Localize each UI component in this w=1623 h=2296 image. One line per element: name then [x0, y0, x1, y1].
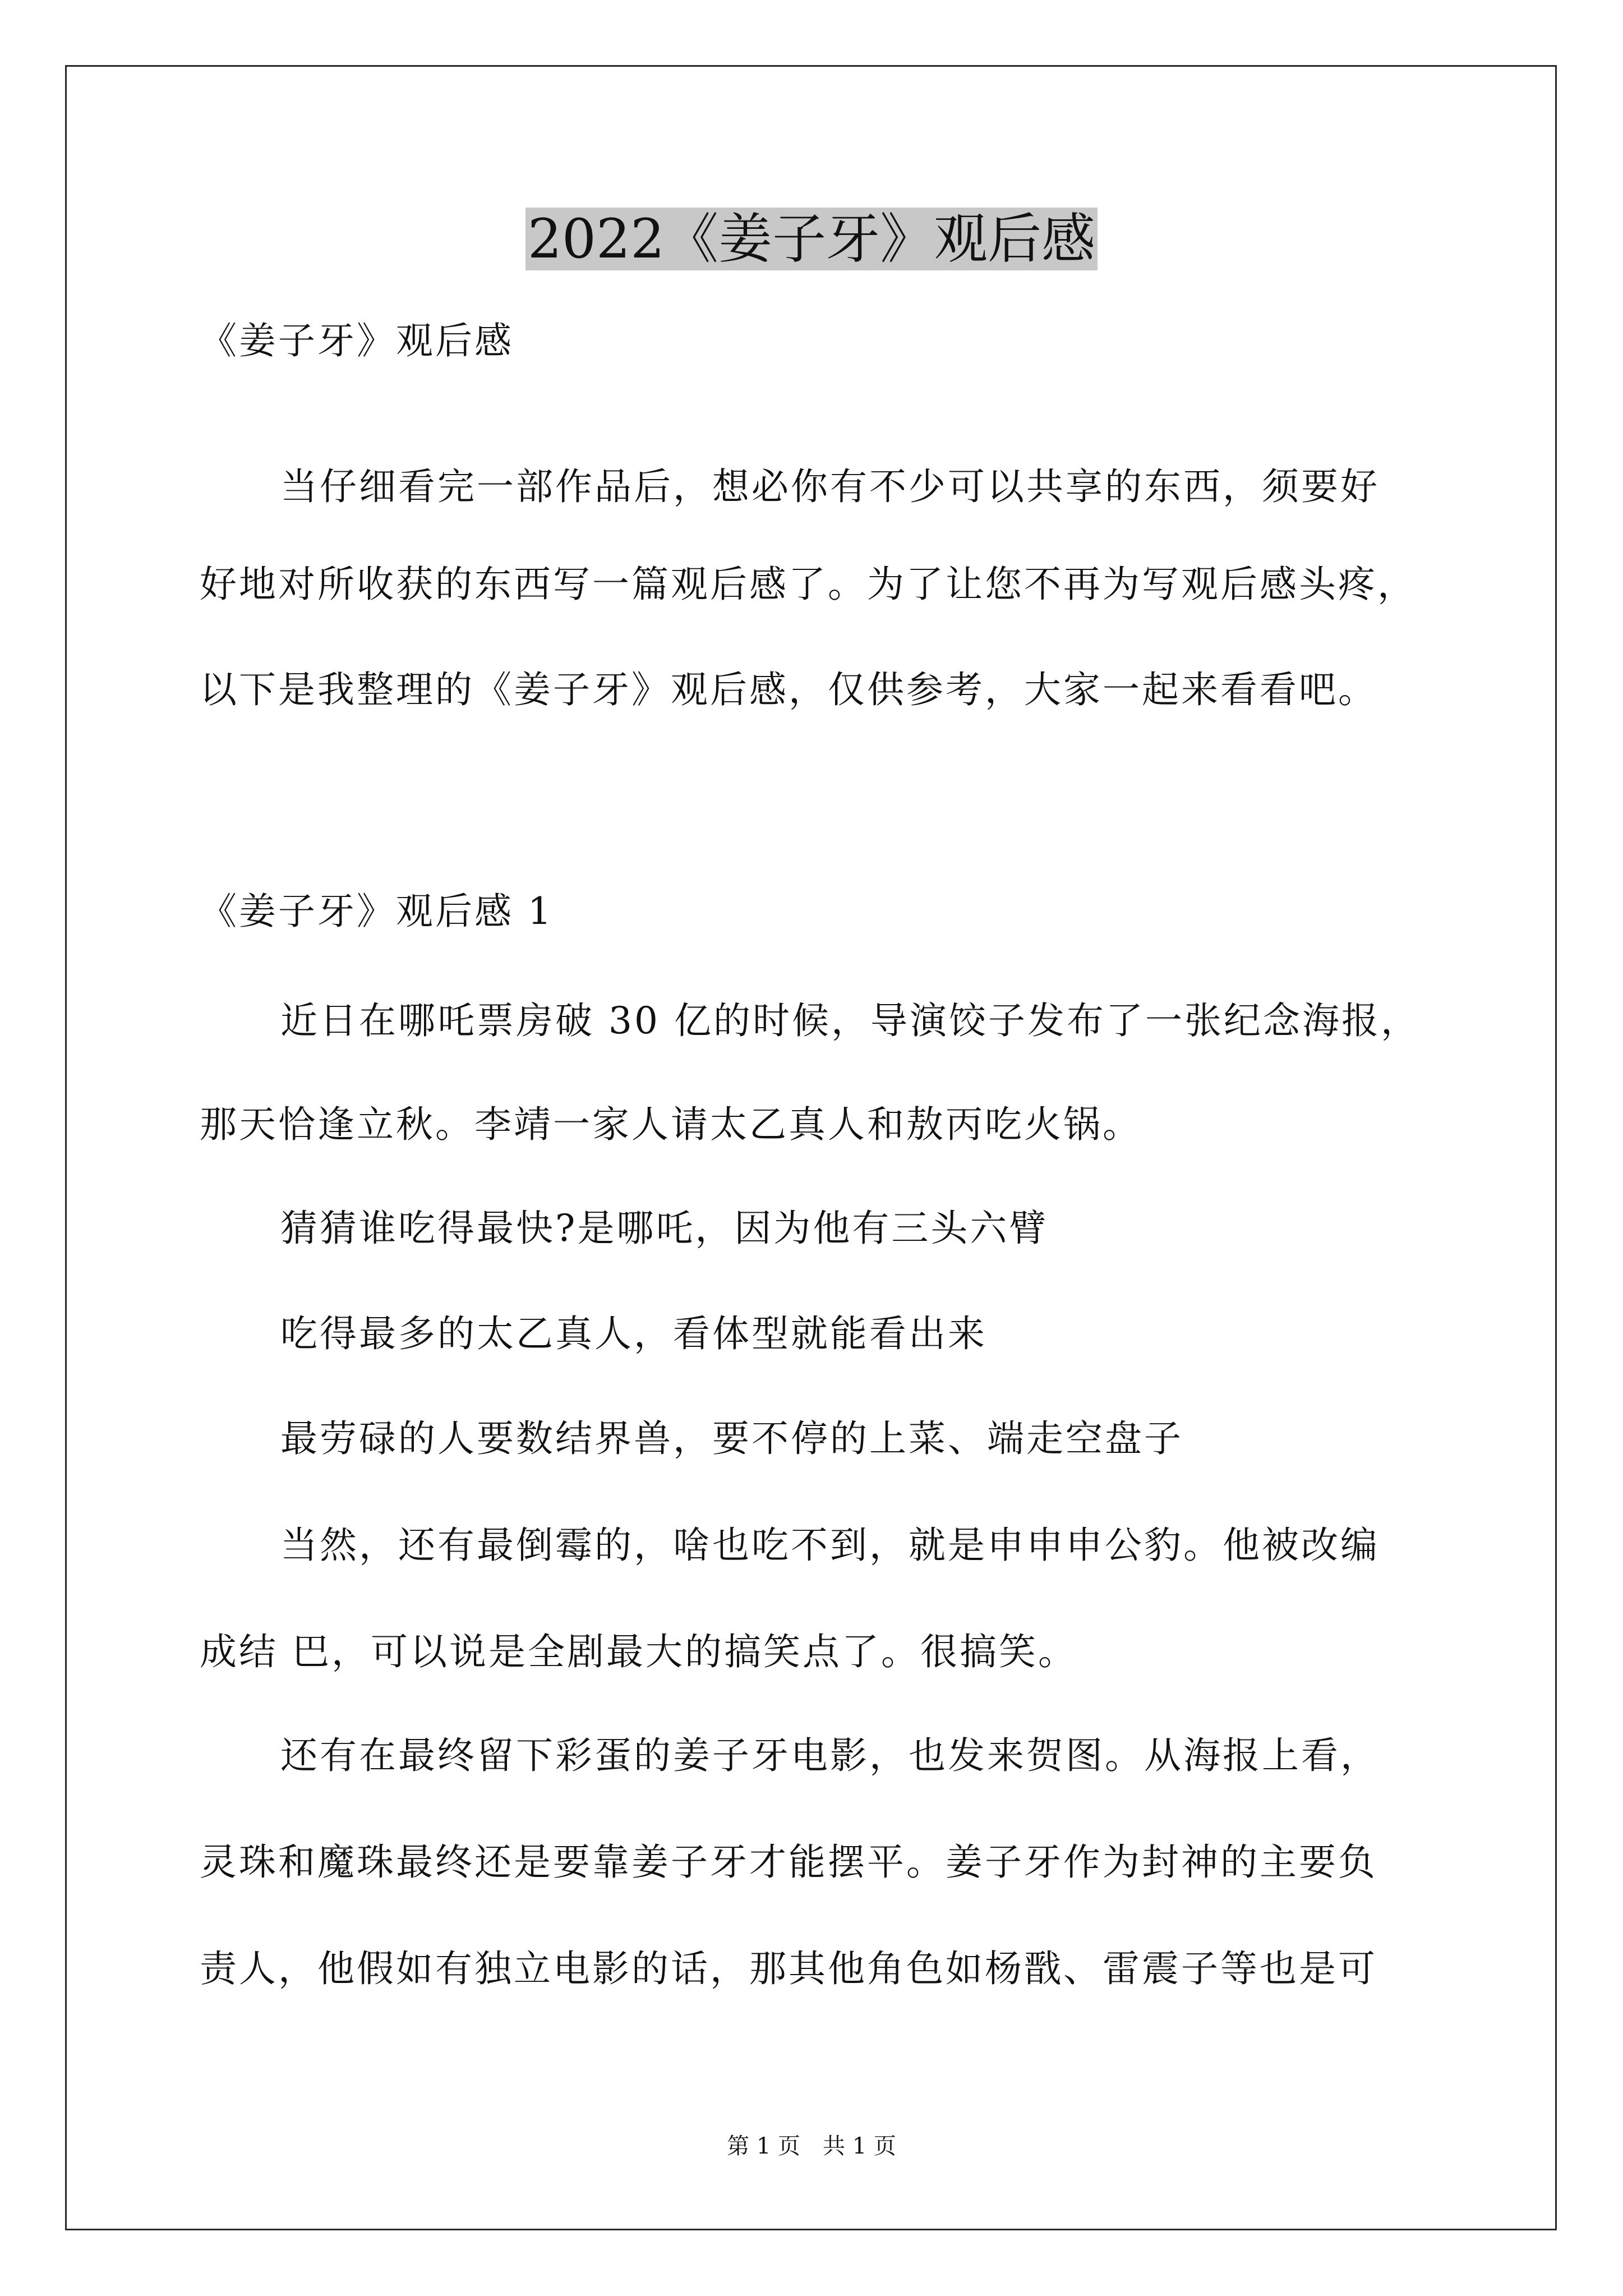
body-line: 成结 巴，可以说是全剧最大的搞笑点了。很搞笑。: [200, 1630, 1077, 1673]
document-subtitle: 《姜子牙》观后感: [200, 319, 514, 362]
body-line: 责人，他假如有独立电影的话，那其他角色如杨戬、雷震子等也是可: [200, 1947, 1377, 1990]
body-line: 灵珠和魔珠最终还是要靠姜子牙才能摆平。姜子牙作为封神的主要负: [200, 1841, 1377, 1884]
body-line: 猜猜谁吃得最快?是哪吒，因为他有三头六臂: [280, 1207, 1049, 1250]
document-title-text: 2022《姜子牙》观后感: [525, 208, 1098, 270]
document-title: [0, 200, 1623, 278]
intro-line: 当仔细看完一部作品后，想必你有不少可以共享的东西，须要好: [280, 465, 1380, 508]
section-heading: 《姜子牙》观后感 1: [200, 890, 554, 933]
body-line: 还有在最终留下彩蛋的姜子牙电影，也发来贺图。从海报上看，: [280, 1734, 1380, 1777]
body-line: 近日在哪吒票房破 30 亿的时候，导演饺子发布了一张纪念海报，: [280, 999, 1420, 1042]
body-line: 当然，还有最倒霉的，啥也吃不到，就是申申申公豹。他被改编: [280, 1524, 1380, 1567]
body-line: 最劳碌的人要数结界兽，要不停的上菜、端走空盘子: [280, 1417, 1183, 1460]
intro-line: 以下是我整理的《姜子牙》观后感，仅供参考，大家一起来看看吧。: [200, 668, 1377, 711]
intro-line: 好地对所收获的东西写一篇观后感了。为了让您不再为写观后感头疼，: [200, 563, 1417, 606]
page-footer: 第 1 页 共 1 页: [727, 2133, 896, 2159]
body-line: 那天恰逢立秋。李靖一家人请太乙真人和敖丙吃火锅。: [200, 1103, 1142, 1146]
body-line: 吃得最多的太乙真人，看体型就能看出来: [280, 1312, 987, 1355]
